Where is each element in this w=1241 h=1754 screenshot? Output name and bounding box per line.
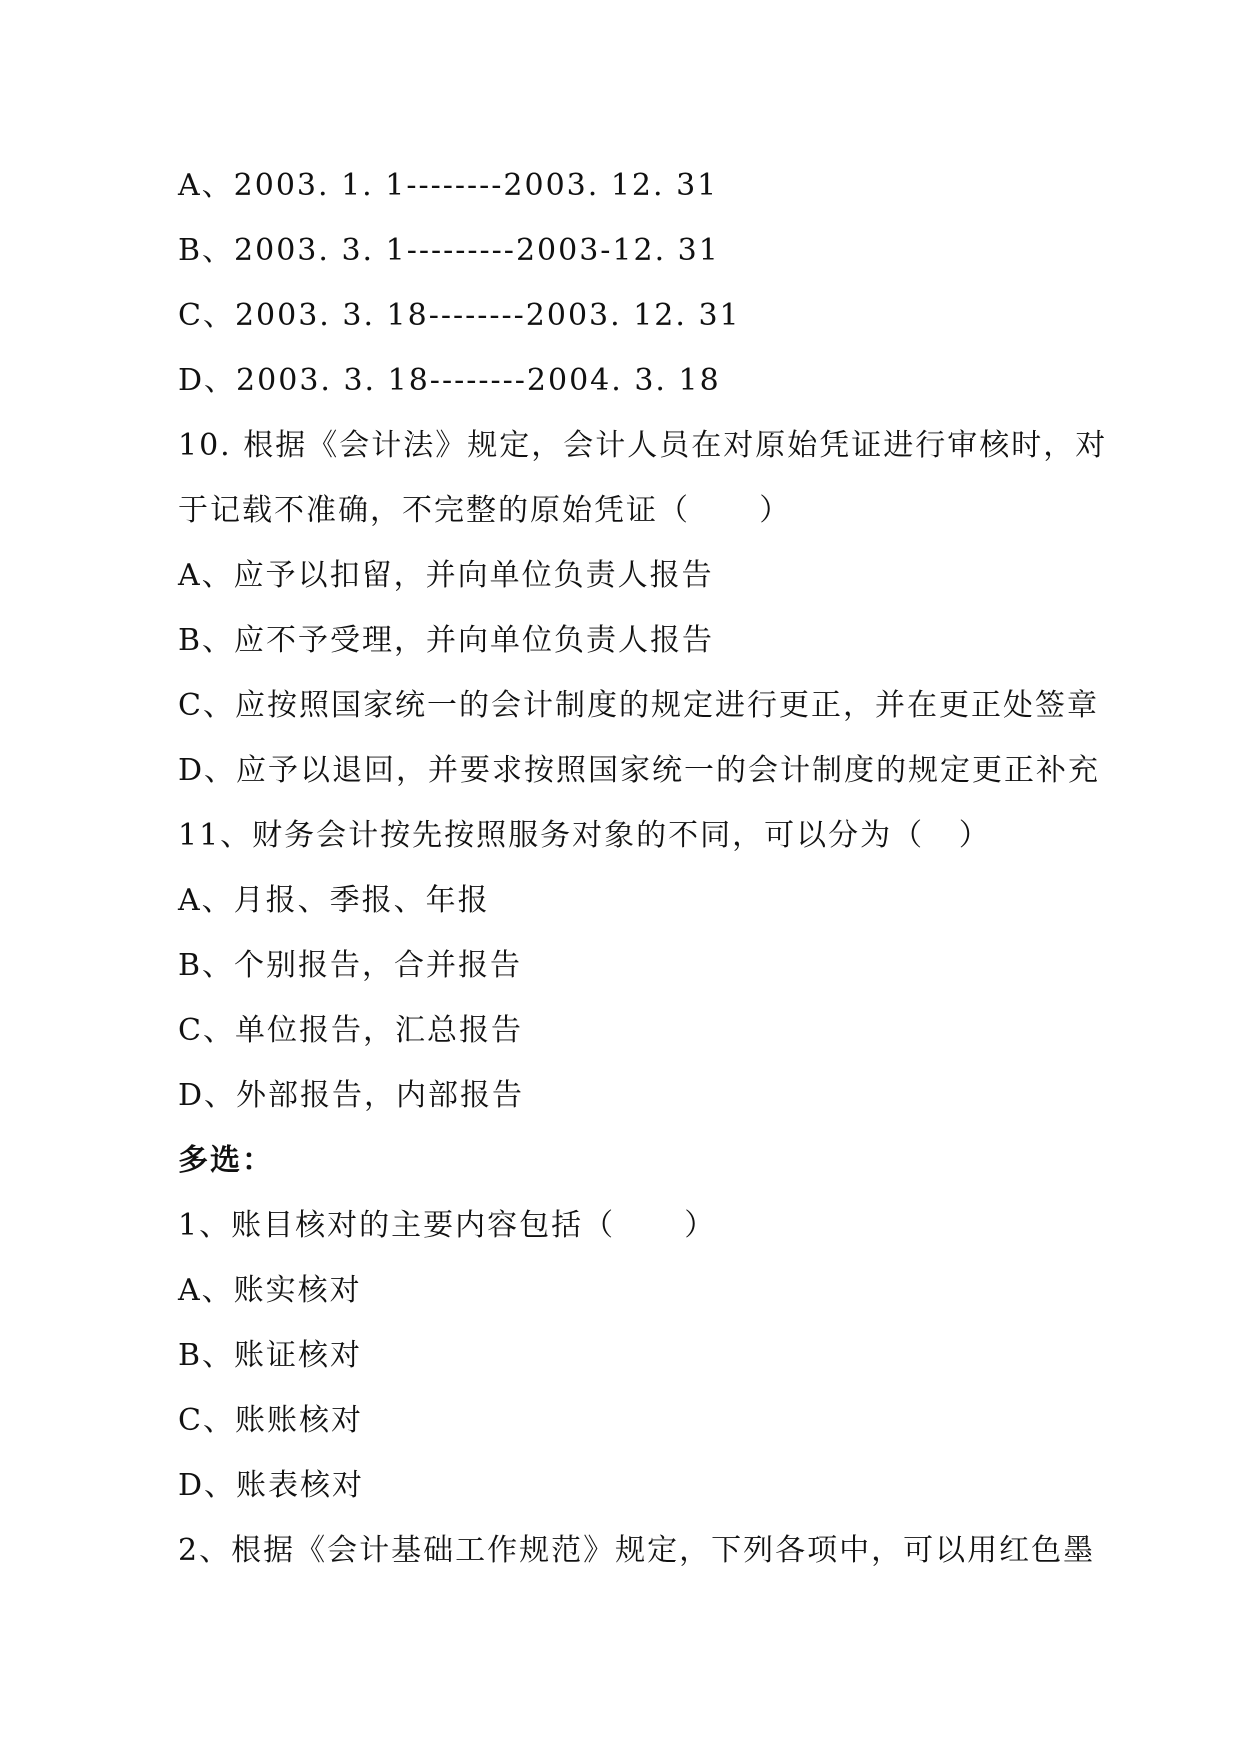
option-line: D、2003. 3. 18--------2004. 3. 18 — [178, 363, 721, 398]
question-line: 10. 根据《会计法》规定，会计人员在对原始凭证进行审核时，对 — [178, 428, 1108, 463]
option-line: D、账表核对 — [178, 1468, 365, 1503]
option-line: A、月报、季报、年报 — [178, 883, 490, 918]
option-line: B、账证核对 — [178, 1338, 363, 1373]
section-heading: 多选： — [178, 1143, 274, 1178]
option-line: D、外部报告，内部报告 — [178, 1078, 525, 1113]
option-line: B、个别报告，合并报告 — [178, 948, 523, 983]
option-line: C、账账核对 — [178, 1403, 363, 1438]
question-line: 于记载不准确，不完整的原始凭证（ ） — [178, 493, 792, 528]
option-line: A、2003. 1. 1--------2003. 12. 31 — [178, 168, 719, 203]
option-line: C、2003. 3. 18--------2003. 12. 31 — [178, 298, 741, 333]
option-line: C、应按照国家统一的会计制度的规定进行更正，并在更正处签章 — [178, 688, 1099, 723]
option-line: A、账实核对 — [178, 1273, 362, 1308]
question-line: 2、根据《会计基础工作规范》规定，下列各项中，可以用红色墨 — [178, 1533, 1096, 1568]
option-line: B、2003. 3. 1---------2003-12. 31 — [178, 233, 720, 268]
option-line: D、应予以退回，并要求按照国家统一的会计制度的规定更正补充 — [178, 753, 1101, 788]
option-line: B、应不予受理，并向单位负责人报告 — [178, 623, 715, 658]
option-line: A、应予以扣留，并向单位负责人报告 — [178, 558, 714, 593]
question-line: 11、财务会计按先按照服务对象的不同，可以分为（ ） — [178, 818, 991, 853]
question-line: 1、账目核对的主要内容包括（ ） — [178, 1208, 717, 1243]
option-line: C、单位报告，汇总报告 — [178, 1013, 523, 1048]
